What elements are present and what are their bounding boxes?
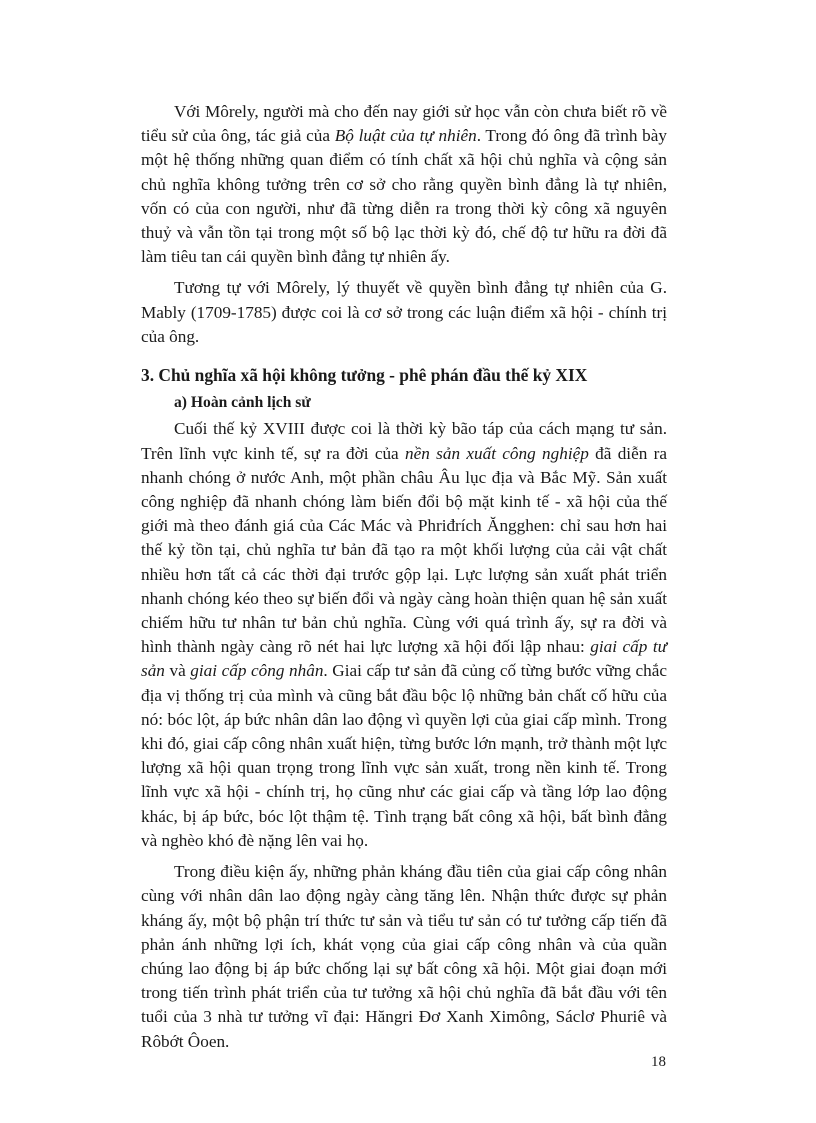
page-number: 18	[651, 1054, 666, 1070]
section-heading: 3. Chủ nghĩa xã hội không tưởng - phê phán đầu thế kỷ XIX	[141, 365, 588, 386]
text-run: . Giai cấp tư sản đã củng cố từng bước vững chắc địa vị thống trị của mình và cũng bắt đầu bộc lộ những bản chất cố hữu của nó: bóc lột, áp bức nhân dân lao động vì quyền lợi của giai cấp mình. Trong khi đó, giai cấp công nhân xuất hiện, từng bước lớn mạnh, trở thành một lực lượng xã hội quan trọng trong lĩnh vực sản xuất, trong nền kinh tế. Trong lĩnh vực xã hội - chính trị, họ cũng như các giai cấp và tầng lớp lao động khác, bị áp bức, bóc lột thậm tệ. Tình trạng bất công xã hội, bất bình đẳng và nghèo khó đè nặng lên vai họ.	[141, 661, 667, 850]
italic-title: Bộ luật của tự nhiên	[334, 126, 477, 146]
text-run: và	[164, 661, 191, 681]
text-run: Cuối thế kỷ XVIII được coi là thời kỳ bão táp của cách mạng tư sản. Trên lĩnh vực kinh tế, sự ra đời của	[141, 419, 667, 463]
text-run: . Trong đó ông đã trình bày một hệ thống những quan điểm có tính chất xã hội chủ nghĩa và cộng sản chủ nghĩa không tưởng trên cơ sở cho rằng quyền bình đẳng là tự nhiên, vốn có của con người, như đã từng diễn ra trong thời kỳ công xã nguyên thuỷ và vẫn tồn tại trong một số bộ lạc thời kỳ đó, chế độ tư hữu ra đời đã làm tiêu tan cái quyền bình đẳng tự nhiên ấy.	[141, 126, 667, 267]
italic-term: giai cấp tư sản	[141, 637, 667, 681]
paragraph	[141, 417, 667, 853]
paragraph	[141, 860, 667, 1054]
text-run: đã diễn ra nhanh chóng ở nước Anh, một phần châu Âu lục địa và Bắc Mỹ. Sản xuất công nghiệp đã nhanh chóng làm biến đổi bộ mặt kinh tế - xã hội của thế giới mà theo đánh giá của Các Mác và Phriđrích Ăngghen: chỉ sau hơn hai thế kỷ tồn tại, chủ nghĩa tư bản đã tạo ra một khối lượng của cải vật chất nhiều hơn tất cả các thời đại trước gộp lại. Lực lượng sản xuất phát triển nhanh chóng kéo theo sự biến đổi và ngày càng hoàn thiện quan hệ sản xuất chiếm hữu tư nhân tư bản chủ nghĩa. Cùng với quá trình ấy, sự ra đời và hình thành ngày càng rõ nét hai lực lượng xã hội đối lập nhau:	[141, 443, 667, 657]
paragraph	[141, 100, 667, 269]
document-page	[141, 100, 667, 1061]
subsection-heading: a) Hoàn cảnh lịch sử	[174, 394, 311, 412]
italic-term: nền sản xuất công nghiệp	[405, 443, 589, 463]
text-run: Tương tự với Môrely, lý thuyết về quyền bình đẳng tự nhiên của G. Mably (1709-1785) được coi là cơ sở trong các luận điểm xã hội - chính trị của ông.	[141, 278, 667, 346]
italic-term: giai cấp công nhân	[190, 661, 324, 681]
text-run: Trong điều kiện ấy, những phản kháng đầu tiên của giai cấp công nhân cùng với nhân dân lao động ngày càng tăng lên. Nhận thức được sự phản kháng ấy, một bộ phận trí thức tư sản và tiểu tư sản có tư tưởng cấp tiến đã phản ánh những lợi ích, khát vọng của giai cấp công nhân và của quần chúng lao động bị áp bức chống lại sự bất công xã hội. Một giai đoạn mới trong tiến trình phát triển của tư tưởng xã hội chủ nghĩa đã bắt đầu với tên tuổi của 3 nhà tư tưởng vĩ đại: Hăngri Đơ Xanh Ximông, Sáclơ Phuriê và Rôbớt Ôoen.	[141, 862, 667, 1051]
paragraph	[141, 276, 667, 349]
text-run: Với Môrely, người mà cho đến nay giới sử học vẫn còn chưa biết rõ về tiểu sử của ông, tác giả của	[141, 102, 667, 146]
